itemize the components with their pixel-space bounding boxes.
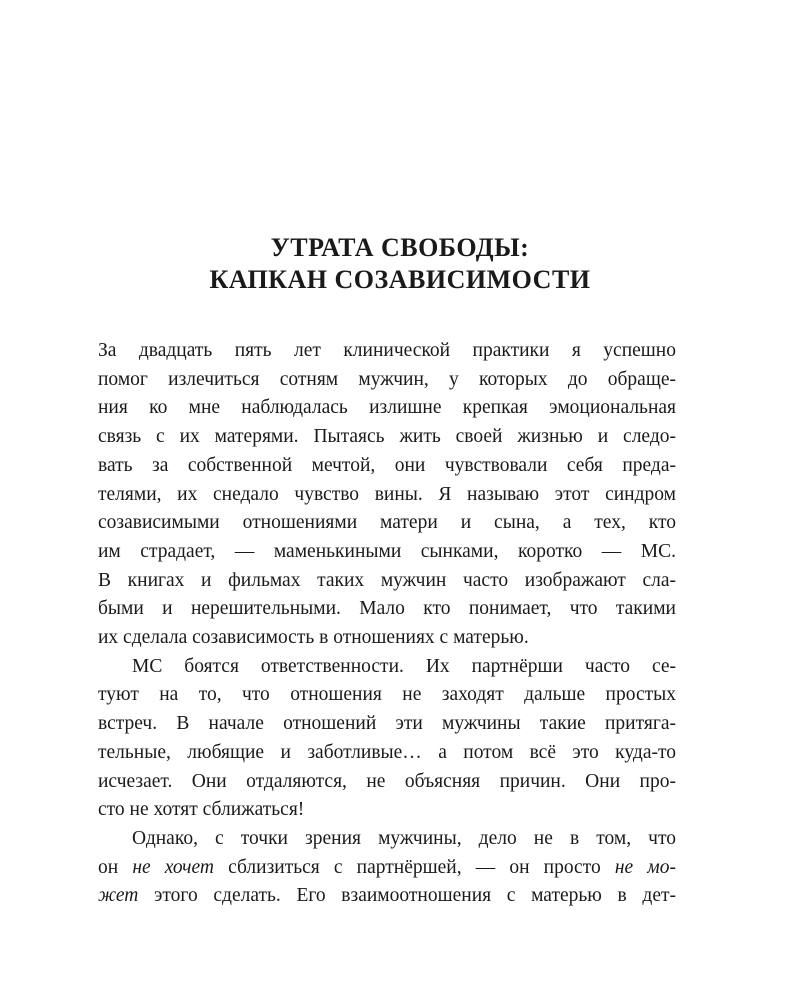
chapter-heading-line-1: УТРАТА СВОБОДЫ:	[270, 233, 530, 262]
text-line: В книгах и фильмах таких мужчин часто изображают сла-	[98, 569, 676, 591]
chapter-heading-line-2: КАПКАН СОЗАВИСИМОСТИ	[209, 265, 591, 294]
text-line: быми и нерешительными. Мало кто понимает, что такими	[98, 598, 676, 620]
emphasis-text: жет	[98, 885, 139, 907]
chapter-body	[98, 337, 676, 911]
text-line: телями, их снедало чувство вины. Я называю этот синдром	[98, 483, 676, 505]
chapter-heading	[0, 232, 800, 296]
text-line: туют на то, что отношения не заходят дальше простых	[98, 684, 676, 706]
text-line: Однако, с точки зрения мужчины, дело не в том, что	[132, 827, 676, 849]
text-line: созависимыми отношениями матери и сына, а тех, кто	[98, 512, 676, 534]
text-line: помог излечиться сотням мужчин, у которых до обраще-	[98, 368, 676, 390]
paragraph-2	[98, 653, 676, 825]
text-run: он	[98, 856, 133, 878]
text-line: тельные, любящие и заботливые… а потом всё это куда-то	[98, 741, 676, 763]
text-line: ния ко мне наблюдалась излишне крепкая эмоциональная	[98, 397, 676, 419]
text-run: сблизиться с партнёршей, — он просто	[213, 856, 615, 878]
text-line: их сделала созависимость в отношениях с матерью.	[98, 627, 529, 649]
text-run: этого сделать. Его взаимоотношения с матерью в дет-	[138, 885, 676, 907]
text-line: вать за собственной мечтой, они чувствовали себя преда-	[98, 454, 676, 476]
text-line: За двадцать пять лет клинической практики я успешно	[98, 340, 676, 361]
text-line: связь с их матерями. Пытаясь жить своей жизнью и следо-	[98, 426, 676, 448]
paragraph-3	[98, 825, 676, 911]
text-line: исчезает. Они отдаляются, не объясняя причин. Они про-	[98, 770, 676, 792]
text-line: сто не хотят сближаться!	[98, 799, 305, 821]
text-line: встреч. В начале отношений эти мужчины такие притяга-	[98, 713, 676, 735]
emphasis-text: не мо-	[614, 856, 676, 878]
text-line: МС боятся ответственности. Их партнёрши часто се-	[132, 655, 676, 677]
text-line	[98, 854, 676, 883]
text-line	[98, 882, 676, 911]
text-line: им страдает, — маменькиными сынками, коротко — МС.	[98, 540, 676, 562]
paragraph-1	[98, 337, 676, 653]
emphasis-text: не хочет	[132, 856, 214, 878]
